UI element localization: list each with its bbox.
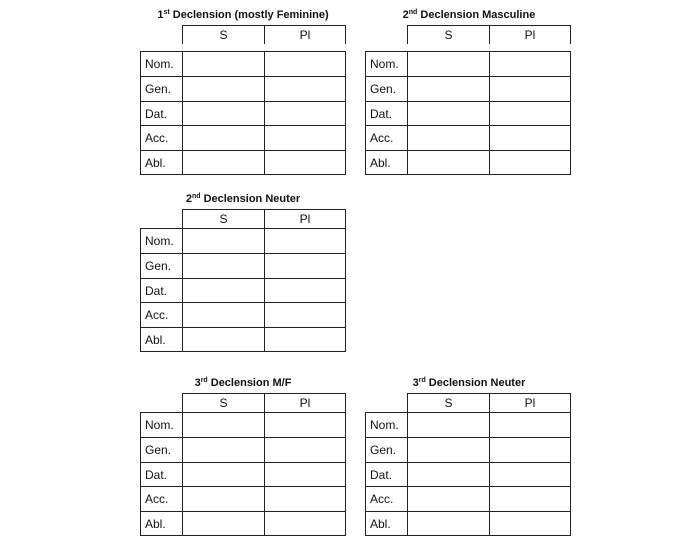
cell-singular[interactable] bbox=[182, 278, 264, 302]
cell-plural[interactable] bbox=[489, 486, 571, 511]
cell-singular[interactable] bbox=[407, 486, 489, 511]
case-label-gen: Gen. bbox=[365, 76, 407, 101]
cell-plural[interactable] bbox=[264, 437, 346, 462]
cell-singular[interactable] bbox=[182, 125, 264, 150]
header-row bbox=[182, 393, 346, 412]
table-row bbox=[140, 437, 346, 462]
cell-plural[interactable] bbox=[264, 486, 346, 511]
cell-plural[interactable] bbox=[489, 76, 571, 101]
cell-plural[interactable] bbox=[264, 228, 346, 253]
header-row bbox=[407, 393, 571, 412]
column-header-plural: Pl bbox=[264, 393, 346, 412]
cell-singular[interactable] bbox=[182, 150, 264, 175]
cell-plural[interactable] bbox=[264, 51, 346, 76]
cell-plural[interactable] bbox=[264, 462, 346, 486]
table-title: 3rd Declension M/F bbox=[194, 377, 292, 389]
table-row bbox=[140, 253, 346, 278]
cell-plural[interactable] bbox=[489, 437, 571, 462]
cell-singular[interactable] bbox=[407, 101, 489, 125]
case-label-acc: Acc. bbox=[365, 125, 407, 150]
cell-plural[interactable] bbox=[264, 101, 346, 125]
cell-plural[interactable] bbox=[489, 51, 571, 76]
table-row bbox=[140, 302, 346, 327]
table-row bbox=[140, 51, 346, 76]
table-row bbox=[140, 150, 346, 175]
column-header-singular: S bbox=[182, 393, 264, 412]
table-row bbox=[140, 228, 346, 253]
table-row bbox=[140, 327, 346, 352]
cell-plural[interactable] bbox=[489, 101, 571, 125]
column-header-singular: S bbox=[407, 25, 489, 44]
column-header-plural: Pl bbox=[489, 25, 571, 44]
column-header-plural: Pl bbox=[264, 25, 346, 44]
table-row bbox=[140, 511, 346, 536]
declension-table-2nd-neuter bbox=[140, 192, 346, 354]
case-label-nom: Nom. bbox=[140, 412, 182, 437]
case-label-abl: Abl. bbox=[140, 327, 182, 352]
case-label-gen: Gen. bbox=[140, 76, 182, 101]
case-label-acc: Acc. bbox=[140, 125, 182, 150]
case-label-abl: Abl. bbox=[140, 511, 182, 536]
cell-plural[interactable] bbox=[264, 278, 346, 302]
table-row bbox=[365, 462, 571, 486]
case-label-gen: Gen. bbox=[140, 253, 182, 278]
declension-table-3rd-mf bbox=[140, 376, 346, 538]
header-row bbox=[182, 25, 346, 44]
table-title: 2nd Declension Neuter bbox=[185, 193, 301, 205]
cell-singular[interactable] bbox=[182, 327, 264, 352]
header-row bbox=[407, 25, 571, 44]
cell-plural[interactable] bbox=[489, 412, 571, 437]
table-row bbox=[140, 486, 346, 511]
table-title: 1st Declension (mostly Feminine) bbox=[157, 9, 329, 21]
cell-singular[interactable] bbox=[407, 511, 489, 536]
table-title: 2nd Declension Masculine bbox=[402, 9, 536, 21]
cell-plural[interactable] bbox=[489, 511, 571, 536]
cell-plural[interactable] bbox=[264, 76, 346, 101]
table-row bbox=[365, 437, 571, 462]
cell-singular[interactable] bbox=[407, 125, 489, 150]
case-label-dat: Dat. bbox=[365, 101, 407, 125]
case-label-dat: Dat. bbox=[140, 462, 182, 486]
case-label-nom: Nom. bbox=[365, 51, 407, 76]
table-row bbox=[365, 486, 571, 511]
table-row bbox=[365, 125, 571, 150]
cell-singular[interactable] bbox=[407, 150, 489, 175]
column-header-plural: Pl bbox=[264, 209, 346, 228]
case-label-nom: Nom. bbox=[140, 228, 182, 253]
table-row bbox=[365, 51, 571, 76]
case-label-gen: Gen. bbox=[365, 437, 407, 462]
cell-plural[interactable] bbox=[489, 150, 571, 175]
cell-plural[interactable] bbox=[264, 150, 346, 175]
case-label-dat: Dat. bbox=[365, 462, 407, 486]
column-header-singular: S bbox=[182, 25, 264, 44]
table-row bbox=[140, 101, 346, 125]
cell-plural[interactable] bbox=[264, 253, 346, 278]
declension-table-3rd-neuter bbox=[365, 376, 573, 538]
cell-singular[interactable] bbox=[182, 462, 264, 486]
case-label-acc: Acc. bbox=[140, 302, 182, 327]
table-row bbox=[140, 125, 346, 150]
cell-plural[interactable] bbox=[264, 125, 346, 150]
case-label-nom: Nom. bbox=[365, 412, 407, 437]
table-row bbox=[365, 150, 571, 175]
cell-singular[interactable] bbox=[407, 51, 489, 76]
cell-plural[interactable] bbox=[264, 302, 346, 327]
cell-singular[interactable] bbox=[182, 486, 264, 511]
case-label-abl: Abl. bbox=[365, 150, 407, 175]
cell-singular[interactable] bbox=[182, 511, 264, 536]
column-header-singular: S bbox=[182, 209, 264, 228]
cell-singular[interactable] bbox=[182, 437, 264, 462]
table-row bbox=[365, 412, 571, 437]
cell-singular[interactable] bbox=[407, 437, 489, 462]
case-label-dat: Dat. bbox=[140, 278, 182, 302]
cell-plural[interactable] bbox=[264, 412, 346, 437]
case-label-acc: Acc. bbox=[365, 486, 407, 511]
case-label-dat: Dat. bbox=[140, 101, 182, 125]
table-row bbox=[365, 76, 571, 101]
case-label-abl: Abl. bbox=[365, 511, 407, 536]
cell-singular[interactable] bbox=[407, 462, 489, 486]
cell-singular[interactable] bbox=[407, 412, 489, 437]
cell-singular[interactable] bbox=[182, 302, 264, 327]
case-label-gen: Gen. bbox=[140, 437, 182, 462]
cell-plural[interactable] bbox=[264, 327, 346, 352]
cell-singular[interactable] bbox=[182, 253, 264, 278]
declension-table-1st bbox=[140, 8, 346, 170]
table-row bbox=[365, 511, 571, 536]
column-header-plural: Pl bbox=[489, 393, 571, 412]
cell-plural[interactable] bbox=[489, 125, 571, 150]
table-row bbox=[140, 76, 346, 101]
table-row bbox=[140, 278, 346, 302]
cell-plural[interactable] bbox=[264, 511, 346, 536]
case-label-abl: Abl. bbox=[140, 150, 182, 175]
case-label-nom: Nom. bbox=[140, 51, 182, 76]
cell-singular[interactable] bbox=[182, 51, 264, 76]
cell-singular[interactable] bbox=[182, 228, 264, 253]
declension-table-2nd-masculine bbox=[365, 8, 573, 170]
table-row bbox=[140, 412, 346, 437]
cell-singular[interactable] bbox=[407, 76, 489, 101]
cell-singular[interactable] bbox=[182, 76, 264, 101]
table-row bbox=[140, 462, 346, 486]
cell-singular[interactable] bbox=[182, 101, 264, 125]
cell-singular[interactable] bbox=[182, 412, 264, 437]
cell-plural[interactable] bbox=[489, 462, 571, 486]
case-label-acc: Acc. bbox=[140, 486, 182, 511]
table-row bbox=[365, 101, 571, 125]
table-title: 3rd Declension Neuter bbox=[412, 377, 526, 389]
column-header-singular: S bbox=[407, 393, 489, 412]
header-row bbox=[182, 209, 346, 228]
